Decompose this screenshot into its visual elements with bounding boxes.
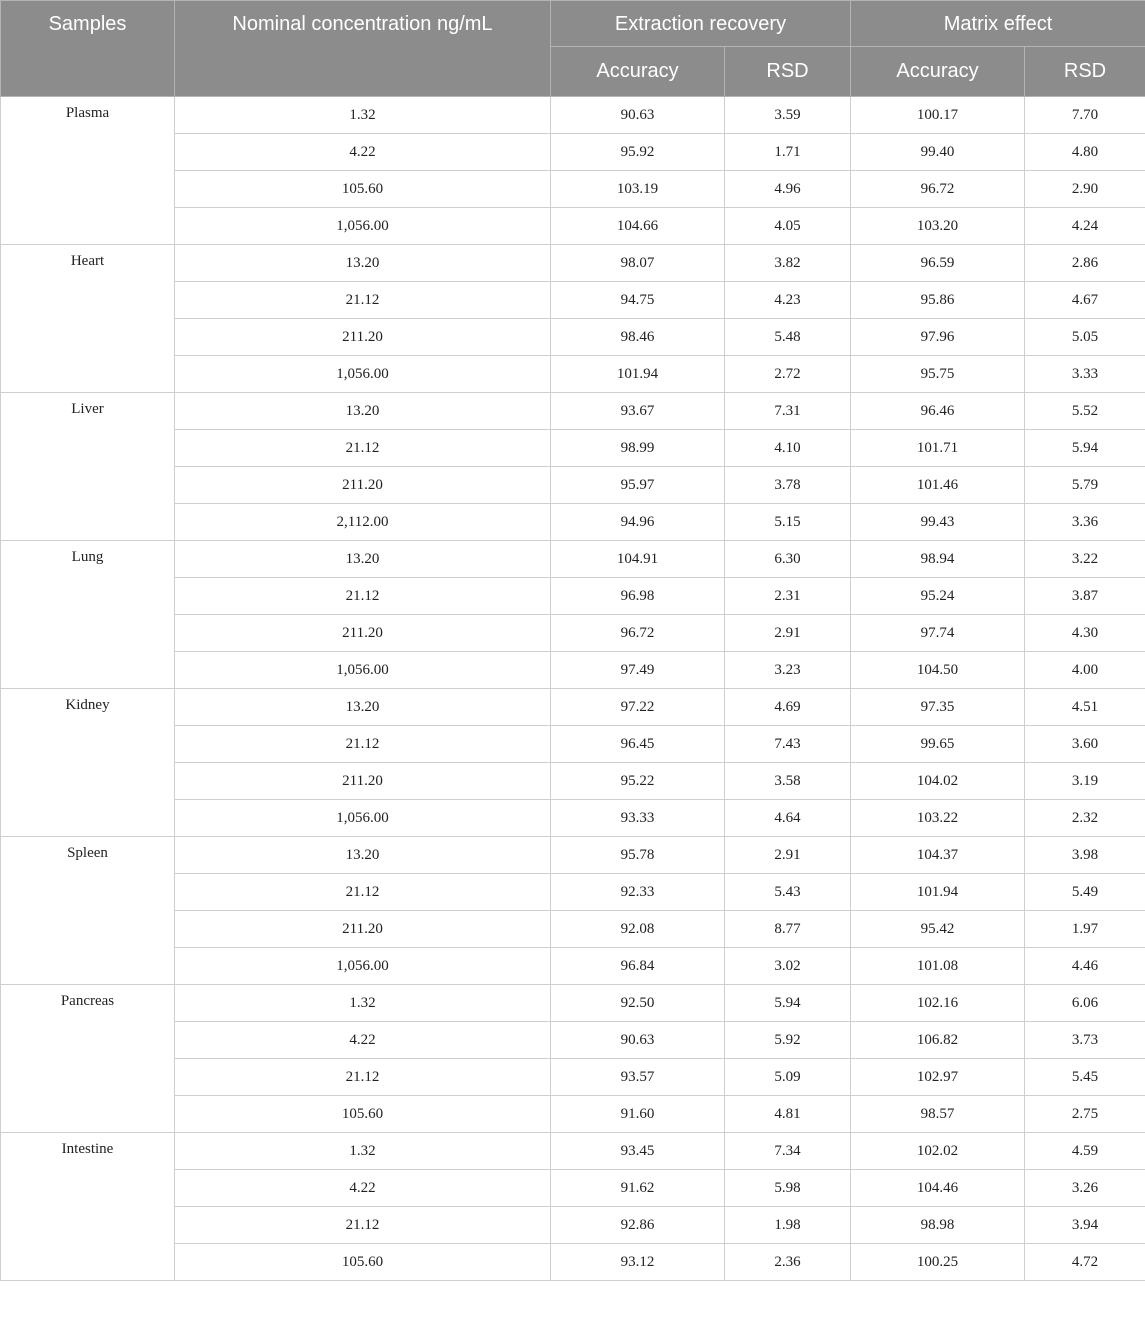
nominal-concentration-cell: 21.12	[175, 1059, 551, 1096]
table-row	[1, 689, 1145, 726]
matrix-accuracy-cell: 106.82	[851, 1022, 1025, 1059]
extraction-rsd-cell: 3.58	[725, 763, 851, 800]
table-header	[1, 1, 1145, 97]
matrix-rsd-cell: 3.22	[1025, 541, 1145, 578]
extraction-rsd-cell: 3.02	[725, 948, 851, 985]
matrix-accuracy-cell: 101.08	[851, 948, 1025, 985]
header-extraction-rsd: RSD	[725, 47, 851, 97]
matrix-accuracy-cell: 96.46	[851, 393, 1025, 430]
extraction-accuracy-cell: 90.63	[551, 1022, 725, 1059]
nominal-concentration-cell: 4.22	[175, 134, 551, 171]
matrix-rsd-cell: 3.87	[1025, 578, 1145, 615]
matrix-rsd-cell: 2.32	[1025, 800, 1145, 837]
nominal-concentration-cell: 21.12	[175, 874, 551, 911]
nominal-concentration-cell: 13.20	[175, 689, 551, 726]
table-row	[1, 985, 1145, 1022]
matrix-rsd-cell: 3.36	[1025, 504, 1145, 541]
extraction-accuracy-cell: 98.46	[551, 319, 725, 356]
nominal-concentration-cell: 1,056.00	[175, 800, 551, 837]
matrix-accuracy-cell: 98.57	[851, 1096, 1025, 1133]
matrix-accuracy-cell: 99.43	[851, 504, 1025, 541]
extraction-rsd-cell: 3.59	[725, 97, 851, 134]
extraction-accuracy-cell: 93.57	[551, 1059, 725, 1096]
matrix-rsd-cell: 1.97	[1025, 911, 1145, 948]
nominal-concentration-cell: 21.12	[175, 430, 551, 467]
nominal-concentration-cell: 1,056.00	[175, 652, 551, 689]
matrix-accuracy-cell: 97.96	[851, 319, 1025, 356]
extraction-accuracy-cell: 98.07	[551, 245, 725, 282]
extraction-accuracy-cell: 91.62	[551, 1170, 725, 1207]
extraction-rsd-cell: 5.15	[725, 504, 851, 541]
header-nominal-concentration: Nominal concentration ng/mL	[175, 1, 551, 97]
extraction-rsd-cell: 7.34	[725, 1133, 851, 1170]
header-matrix-rsd: RSD	[1025, 47, 1145, 97]
matrix-accuracy-cell: 98.98	[851, 1207, 1025, 1244]
nominal-concentration-cell: 13.20	[175, 541, 551, 578]
extraction-accuracy-cell: 92.86	[551, 1207, 725, 1244]
matrix-rsd-cell: 3.19	[1025, 763, 1145, 800]
extraction-rsd-cell: 4.81	[725, 1096, 851, 1133]
matrix-rsd-cell: 6.06	[1025, 985, 1145, 1022]
sample-name-cell: Plasma	[1, 97, 175, 245]
extraction-rsd-cell: 6.30	[725, 541, 851, 578]
matrix-accuracy-cell: 95.42	[851, 911, 1025, 948]
matrix-rsd-cell: 5.05	[1025, 319, 1145, 356]
nominal-concentration-cell: 13.20	[175, 245, 551, 282]
nominal-concentration-cell: 1.32	[175, 97, 551, 134]
matrix-rsd-cell: 4.46	[1025, 948, 1145, 985]
extraction-accuracy-cell: 98.99	[551, 430, 725, 467]
sample-name-cell: Heart	[1, 245, 175, 393]
nominal-concentration-cell: 105.60	[175, 1096, 551, 1133]
table-row	[1, 97, 1145, 134]
extraction-accuracy-cell: 96.72	[551, 615, 725, 652]
matrix-accuracy-cell: 101.46	[851, 467, 1025, 504]
extraction-accuracy-cell: 96.98	[551, 578, 725, 615]
matrix-accuracy-cell: 100.25	[851, 1244, 1025, 1281]
matrix-accuracy-cell: 104.46	[851, 1170, 1025, 1207]
nominal-concentration-cell: 4.22	[175, 1170, 551, 1207]
table-body	[1, 97, 1145, 1281]
nominal-concentration-cell: 1.32	[175, 985, 551, 1022]
extraction-accuracy-cell: 91.60	[551, 1096, 725, 1133]
nominal-concentration-cell: 105.60	[175, 1244, 551, 1281]
extraction-rsd-cell: 5.43	[725, 874, 851, 911]
extraction-rsd-cell: 1.71	[725, 134, 851, 171]
matrix-rsd-cell: 4.72	[1025, 1244, 1145, 1281]
extraction-rsd-cell: 4.96	[725, 171, 851, 208]
extraction-accuracy-cell: 95.78	[551, 837, 725, 874]
nominal-concentration-cell: 4.22	[175, 1022, 551, 1059]
extraction-rsd-cell: 2.72	[725, 356, 851, 393]
matrix-accuracy-cell: 101.94	[851, 874, 1025, 911]
extraction-rsd-cell: 2.31	[725, 578, 851, 615]
matrix-rsd-cell: 3.73	[1025, 1022, 1145, 1059]
sample-name-cell: Pancreas	[1, 985, 175, 1133]
matrix-accuracy-cell: 99.65	[851, 726, 1025, 763]
matrix-accuracy-cell: 103.22	[851, 800, 1025, 837]
nominal-concentration-cell: 211.20	[175, 911, 551, 948]
extraction-rsd-cell: 3.78	[725, 467, 851, 504]
table-row	[1, 837, 1145, 874]
extraction-rsd-cell: 5.92	[725, 1022, 851, 1059]
extraction-accuracy-cell: 95.97	[551, 467, 725, 504]
matrix-rsd-cell: 3.33	[1025, 356, 1145, 393]
nominal-concentration-cell: 21.12	[175, 282, 551, 319]
extraction-accuracy-cell: 101.94	[551, 356, 725, 393]
matrix-accuracy-cell: 102.02	[851, 1133, 1025, 1170]
extraction-accuracy-cell: 103.19	[551, 171, 725, 208]
sample-name-cell: Liver	[1, 393, 175, 541]
extraction-rsd-cell: 5.48	[725, 319, 851, 356]
extraction-accuracy-cell: 97.22	[551, 689, 725, 726]
extraction-rsd-cell: 7.31	[725, 393, 851, 430]
extraction-rsd-cell: 5.09	[725, 1059, 851, 1096]
header-samples: Samples	[1, 1, 175, 97]
nominal-concentration-cell: 105.60	[175, 171, 551, 208]
table-row	[1, 1133, 1145, 1170]
matrix-accuracy-cell: 96.59	[851, 245, 1025, 282]
matrix-accuracy-cell: 98.94	[851, 541, 1025, 578]
sample-name-cell: Lung	[1, 541, 175, 689]
extraction-accuracy-cell: 92.33	[551, 874, 725, 911]
matrix-accuracy-cell: 95.86	[851, 282, 1025, 319]
matrix-accuracy-cell: 103.20	[851, 208, 1025, 245]
extraction-accuracy-cell: 96.45	[551, 726, 725, 763]
nominal-concentration-cell: 1,056.00	[175, 948, 551, 985]
matrix-rsd-cell: 4.51	[1025, 689, 1145, 726]
extraction-accuracy-cell: 104.66	[551, 208, 725, 245]
extraction-rsd-cell: 4.69	[725, 689, 851, 726]
matrix-rsd-cell: 3.60	[1025, 726, 1145, 763]
nominal-concentration-cell: 13.20	[175, 837, 551, 874]
header-extraction-accuracy: Accuracy	[551, 47, 725, 97]
extraction-rsd-cell: 3.23	[725, 652, 851, 689]
extraction-accuracy-cell: 93.45	[551, 1133, 725, 1170]
matrix-accuracy-cell: 102.16	[851, 985, 1025, 1022]
nominal-concentration-cell: 1.32	[175, 1133, 551, 1170]
nominal-concentration-cell: 211.20	[175, 763, 551, 800]
matrix-accuracy-cell: 100.17	[851, 97, 1025, 134]
matrix-rsd-cell: 2.90	[1025, 171, 1145, 208]
extraction-accuracy-cell: 96.84	[551, 948, 725, 985]
nominal-concentration-cell: 211.20	[175, 319, 551, 356]
extraction-accuracy-cell: 95.92	[551, 134, 725, 171]
matrix-rsd-cell: 5.45	[1025, 1059, 1145, 1096]
extraction-rsd-cell: 8.77	[725, 911, 851, 948]
extraction-rsd-cell: 3.82	[725, 245, 851, 282]
header-matrix-effect: Matrix effect	[851, 1, 1145, 47]
matrix-rsd-cell: 3.98	[1025, 837, 1145, 874]
matrix-rsd-cell: 2.86	[1025, 245, 1145, 282]
extraction-rsd-cell: 4.10	[725, 430, 851, 467]
matrix-accuracy-cell: 95.75	[851, 356, 1025, 393]
matrix-rsd-cell: 4.00	[1025, 652, 1145, 689]
nominal-concentration-cell: 21.12	[175, 578, 551, 615]
extraction-rsd-cell: 4.64	[725, 800, 851, 837]
table-row	[1, 245, 1145, 282]
matrix-accuracy-cell: 95.24	[851, 578, 1025, 615]
extraction-accuracy-cell: 93.12	[551, 1244, 725, 1281]
extraction-rsd-cell: 1.98	[725, 1207, 851, 1244]
matrix-rsd-cell: 5.79	[1025, 467, 1145, 504]
extraction-rsd-cell: 2.36	[725, 1244, 851, 1281]
matrix-rsd-cell: 3.26	[1025, 1170, 1145, 1207]
matrix-accuracy-cell: 97.35	[851, 689, 1025, 726]
sample-name-cell: Spleen	[1, 837, 175, 985]
sample-name-cell: Kidney	[1, 689, 175, 837]
extraction-rsd-cell: 2.91	[725, 837, 851, 874]
extraction-accuracy-cell: 93.67	[551, 393, 725, 430]
extraction-rsd-cell: 7.43	[725, 726, 851, 763]
matrix-accuracy-cell: 96.72	[851, 171, 1025, 208]
extraction-accuracy-cell: 97.49	[551, 652, 725, 689]
matrix-rsd-cell: 4.59	[1025, 1133, 1145, 1170]
matrix-rsd-cell: 4.24	[1025, 208, 1145, 245]
matrix-accuracy-cell: 99.40	[851, 134, 1025, 171]
matrix-rsd-cell: 3.94	[1025, 1207, 1145, 1244]
extraction-rsd-cell: 4.23	[725, 282, 851, 319]
matrix-accuracy-cell: 104.37	[851, 837, 1025, 874]
extraction-rsd-cell: 5.94	[725, 985, 851, 1022]
extraction-accuracy-cell: 95.22	[551, 763, 725, 800]
extraction-accuracy-cell: 90.63	[551, 97, 725, 134]
matrix-rsd-cell: 2.75	[1025, 1096, 1145, 1133]
matrix-rsd-cell: 5.94	[1025, 430, 1145, 467]
extraction-accuracy-cell: 92.50	[551, 985, 725, 1022]
extraction-rsd-cell: 2.91	[725, 615, 851, 652]
nominal-concentration-cell: 2,112.00	[175, 504, 551, 541]
extraction-accuracy-cell: 94.75	[551, 282, 725, 319]
table-row	[1, 541, 1145, 578]
matrix-accuracy-cell: 104.02	[851, 763, 1025, 800]
header-matrix-accuracy: Accuracy	[851, 47, 1025, 97]
matrix-rsd-cell: 5.49	[1025, 874, 1145, 911]
matrix-accuracy-cell: 104.50	[851, 652, 1025, 689]
sample-name-cell: Intestine	[1, 1133, 175, 1281]
matrix-rsd-cell: 4.67	[1025, 282, 1145, 319]
extraction-accuracy-cell: 92.08	[551, 911, 725, 948]
header-extraction-recovery: Extraction recovery	[551, 1, 851, 47]
extraction-rsd-cell: 5.98	[725, 1170, 851, 1207]
nominal-concentration-cell: 21.12	[175, 726, 551, 763]
matrix-rsd-cell: 4.30	[1025, 615, 1145, 652]
nominal-concentration-cell: 211.20	[175, 615, 551, 652]
extraction-accuracy-cell: 104.91	[551, 541, 725, 578]
matrix-accuracy-cell: 97.74	[851, 615, 1025, 652]
matrix-accuracy-cell: 101.71	[851, 430, 1025, 467]
nominal-concentration-cell: 21.12	[175, 1207, 551, 1244]
extraction-accuracy-cell: 94.96	[551, 504, 725, 541]
extraction-accuracy-cell: 93.33	[551, 800, 725, 837]
extraction-rsd-cell: 4.05	[725, 208, 851, 245]
nominal-concentration-cell: 1,056.00	[175, 356, 551, 393]
matrix-rsd-cell: 5.52	[1025, 393, 1145, 430]
matrix-rsd-cell: 4.80	[1025, 134, 1145, 171]
nominal-concentration-cell: 13.20	[175, 393, 551, 430]
matrix-rsd-cell: 7.70	[1025, 97, 1145, 134]
matrix-accuracy-cell: 102.97	[851, 1059, 1025, 1096]
table-row	[1, 393, 1145, 430]
nominal-concentration-cell: 211.20	[175, 467, 551, 504]
nominal-concentration-cell: 1,056.00	[175, 208, 551, 245]
